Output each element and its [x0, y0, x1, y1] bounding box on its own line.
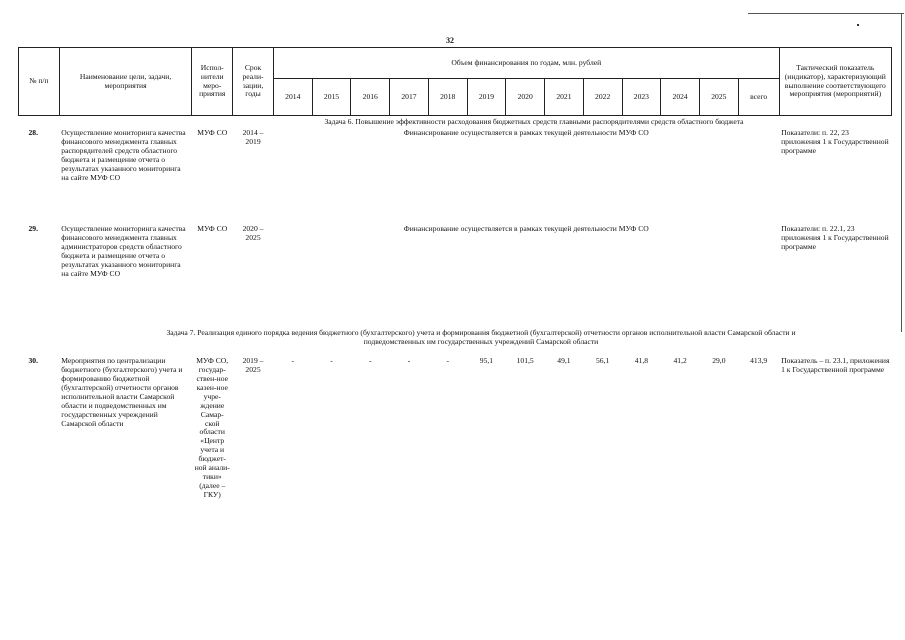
value-2024: 41,2 — [673, 355, 687, 365]
value-2018: - — [446, 355, 449, 365]
header-total: всего — [738, 79, 779, 116]
header-year: 2021 — [545, 79, 584, 116]
executor: МУФ СО, государ-ствен-ное казен-ное учре-ждение Самар-ской области «Центр учета и бюджет-ной анали-тики» (далее – ГКУ) — [194, 355, 230, 500]
task-7-heading — [19, 328, 892, 348]
executor: МУФ СО — [197, 127, 228, 137]
measure-name: Мероприятия по централизации бюджетного (бухгалтерского) учета и формированию бюджетной (бухгалтерской) отчетности органов исполнительной власти Самарской области и подведомственных им государственных учреждений Самарской области — [61, 355, 183, 428]
value-2016: - — [368, 355, 372, 365]
row-number: 30. — [28, 355, 38, 365]
header-year: 2015 — [312, 79, 351, 116]
header-year: 2014 — [273, 79, 312, 116]
indicator: Показатели: п. 22.1, 23 приложения 1 к Государственной программе — [781, 223, 889, 251]
period: 2014 – 2019 — [242, 127, 264, 146]
header-year: 2020 — [506, 79, 545, 116]
value-2021: 49,1 — [557, 355, 571, 365]
funding-table — [18, 47, 892, 501]
task-7-line: Задача 7. Реализация единого порядка ведения бюджетного (бухгалтерского) учета и формирования бюджетной (бухгалтерской) отчетности органов исполнительной власти Самарской области и — [166, 327, 796, 337]
funding-note: Финансирование осуществляется в рамках текущей деятельности МУФ СО — [403, 127, 649, 137]
page-edge-line — [901, 14, 902, 332]
header-funding: Объем финансирования по годам, млн. рублей — [273, 48, 779, 79]
header-year: 2016 — [351, 79, 390, 116]
value-2025: 29,0 — [712, 355, 726, 365]
value-total: 413,9 — [750, 355, 768, 365]
executor: МУФ СО — [197, 223, 228, 233]
header-name: Наименование цели, задачи, мероприятия — [59, 48, 192, 116]
task-6-heading: Задача 6. Повышение эффективности расходования бюджетных средств главными распорядителями средств областного бюджета — [324, 117, 744, 126]
row-number: 28. — [28, 127, 38, 137]
row-number: 29. — [28, 223, 38, 233]
measure-name: Осуществление мониторинга качества финансового менеджмента главных распорядителей средств областного бюджета и размещение отчета о результатах указанного мониторинга на сайте МУФ СО — [61, 127, 186, 182]
measure-name: Осуществление мониторинга качества финансового менеджмента главных администраторов средств областного бюджета и размещение отчета о результатах указанного мониторинга на сайте МУФ СО — [61, 223, 186, 278]
header-year: 2022 — [583, 79, 622, 116]
period: 2020 – 2025 — [242, 223, 264, 242]
task-7-line: подведомственных им государственных учреждений Самарской области — [363, 336, 599, 346]
page-edge-line — [748, 13, 904, 14]
header-year: 2023 — [622, 79, 661, 116]
header-indicator: Тактический показатель (индикатор), характеризующий выполнение соответствующего мероприятия (мероприятий) — [779, 48, 891, 116]
value-2014: - — [291, 355, 295, 365]
indicator: Показатели: п. 22, 23 приложения 1 к Государственной программе — [781, 127, 889, 155]
scan-speck — [857, 24, 859, 26]
funding-note: Финансирование осуществляется в рамках текущей деятельности МУФ СО — [403, 223, 649, 233]
indicator: Показатель – п. 23.1, приложения 1 к Государственной программе — [781, 355, 890, 374]
header-year: 2018 — [428, 79, 467, 116]
header-year: 2017 — [390, 79, 429, 116]
header-year: 2025 — [699, 79, 738, 116]
value-2015: - — [330, 355, 333, 365]
header-num: № п/п — [19, 48, 60, 116]
value-2023: 41,8 — [634, 355, 649, 365]
header-year: 2024 — [661, 79, 700, 116]
value-2022: 56,1 — [596, 355, 610, 365]
value-2020: 101,5 — [516, 355, 534, 365]
period: 2019 – 2025 — [242, 355, 264, 374]
header-executors: Испол-нители меро-приятия — [192, 48, 233, 116]
header-period: Срок реали-зации, годы — [233, 48, 274, 116]
header-year: 2019 — [467, 79, 506, 116]
spacer — [19, 348, 892, 356]
value-2019: 95,1 — [479, 355, 494, 365]
page-number: 32 — [446, 36, 454, 45]
value-2017: - — [407, 355, 411, 365]
